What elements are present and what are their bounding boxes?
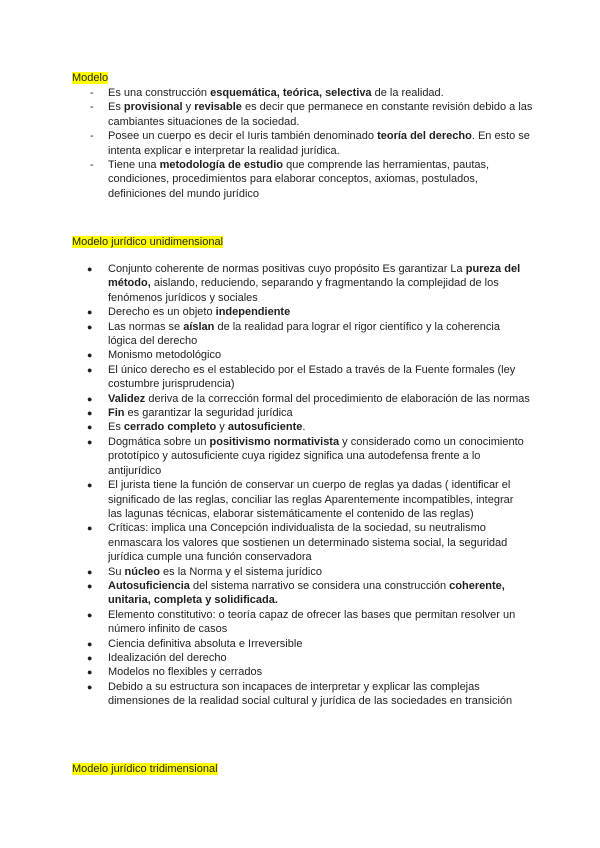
- list-item: [87, 521, 530, 564]
- list-item: [87, 305, 530, 319]
- modelo-dash-list: [90, 86, 538, 201]
- item-text: deriva de la corrección formal del procedimiento de elaboración de las normas: [145, 392, 530, 405]
- item-text: Elemento constitutivo: o teoría capaz de ofrecer las bases que permitan resolver un número infinito de casos: [108, 608, 516, 636]
- item-text: y: [182, 101, 195, 114]
- item-text: .: [302, 421, 306, 434]
- dash-marker: -: [90, 130, 94, 143]
- list-item: [87, 435, 530, 478]
- item-text: Debido a su estructura son incapaces de interpretar y explicar las complejas dimensiones de la realidad social cultural y jurídica de las sociedades en transición: [108, 680, 513, 708]
- list-item: [87, 608, 530, 637]
- section-heading-tridimensional: [72, 762, 218, 776]
- item-text: y: [216, 421, 228, 434]
- item-text: es decir que permanece en constante revisión debido a las cambiantes situaciones de la sociedad.: [108, 101, 533, 128]
- list-item: [87, 579, 530, 608]
- bold-text: esquemática, teórica, selectiva: [210, 87, 372, 99]
- list-item: [87, 651, 530, 665]
- item-text: Ciencia definitiva absoluta e Irreversible: [108, 637, 303, 650]
- bold-text: metodología de estudio: [159, 159, 284, 172]
- item-text: de la realidad.: [371, 87, 444, 99]
- bold-text: aíslan: [183, 320, 215, 333]
- list-item: [87, 665, 530, 679]
- item-text: de la realidad para lograr el rigor científico y la coherencia lógica del derecho: [108, 320, 500, 348]
- bullet-marker: ●: [87, 436, 93, 447]
- item-text: del sistema narrativo se considera una construcción: [189, 579, 450, 592]
- bold-text: núcleo: [124, 565, 160, 578]
- list-item: [87, 406, 530, 420]
- bullet-marker: ●: [87, 652, 93, 663]
- bold-text: revisable: [194, 101, 242, 114]
- list-item: [87, 565, 530, 579]
- bold-text: positivismo normativista: [209, 435, 340, 448]
- item-text: Es: [108, 421, 124, 434]
- item-text: Conjunto coherente de normas positivas cuyo propósito Es garantizar La: [108, 263, 466, 275]
- item-text: que comprende las herramientas, pautas, condiciones, procedimientos para elaborar conceptos, axiomas, postulados, definiciones del mundo jurídico: [108, 159, 490, 200]
- list-item: [90, 158, 538, 201]
- item-text: Monismo metodológico: [108, 349, 222, 362]
- item-text: Las normas se: [108, 320, 184, 333]
- item-text: es la Norma y el sistema jurídico: [159, 565, 322, 578]
- list-item: [87, 348, 530, 362]
- bold-text: teoría del derecho: [377, 130, 472, 143]
- bullet-marker: ●: [87, 681, 93, 692]
- section-heading-modelo: [72, 71, 108, 85]
- bold-text: cerrado completo: [123, 421, 217, 434]
- item-text: es garantizar la seguridad jurídica: [124, 407, 293, 420]
- item-text: . En esto se intenta explicar e interpretar la realidad jurídica.: [108, 130, 530, 157]
- item-text: El jurista tiene la función de conservar un cuerpo de reglas ya dadas ( identificar el significado de las reglas, conciliar las reglas Aparentemente incompatibles, integrar las lagunas técnicas, elaborar sistemáticamente el contenido de las reglas): [108, 479, 514, 520]
- bold-text: autosuficiente: [227, 421, 303, 434]
- bold-text: Fin: [108, 407, 125, 420]
- bullet-marker: ●: [87, 408, 93, 419]
- item-text: Dogmática sobre un: [108, 435, 210, 448]
- list-item: [87, 363, 530, 392]
- item-text: Posee un cuerpo es decir el Iuris también denominado: [108, 130, 378, 143]
- item-text: Idealización del derecho: [108, 651, 227, 664]
- unidimensional-bullet-list: [87, 262, 530, 709]
- list-item: [87, 320, 530, 349]
- dash-marker: -: [90, 159, 94, 172]
- bold-text: provisional: [123, 101, 183, 114]
- bullet-marker: ●: [87, 580, 93, 591]
- item-text: aislando, reduciendo, separando y fragmentando la complejidad de los fenómenos jurídicos y sociales: [108, 277, 499, 304]
- item-text: Es una construcción: [108, 87, 211, 99]
- list-item: [90, 86, 538, 100]
- item-text: Derecho es un objeto: [108, 306, 216, 319]
- item-text: Es: [108, 101, 124, 114]
- bullet-marker: ●: [87, 523, 93, 534]
- list-item: [87, 420, 530, 434]
- bullet-marker: ●: [87, 609, 93, 620]
- list-item: [87, 478, 530, 521]
- list-item: [87, 680, 530, 709]
- bold-text: pureza del método,: [108, 263, 521, 290]
- section-heading-unidimensional: [72, 235, 223, 249]
- bold-text: Validez: [108, 392, 146, 405]
- list-item: [90, 129, 538, 158]
- bullet-marker: ●: [87, 264, 93, 274]
- bullet-marker: ●: [87, 364, 93, 375]
- bullet-marker: ●: [87, 321, 93, 332]
- dash-marker: -: [90, 101, 94, 114]
- bold-text: Autosuficiencia: [108, 579, 190, 592]
- highlighted-heading-text: Modelo: [72, 72, 109, 84]
- bullet-marker: ●: [87, 480, 93, 491]
- item-text: Críticas: implica una Concepción individualista de la sociedad, su neutralismo enmascara los valores que sostienen un determinado sistema social, la seguridad jurídica cumple una función conservadora: [108, 522, 508, 564]
- list-item: [87, 637, 530, 651]
- item-text: y considerado como un conocimiento prototípico y autosuficiente cuya rigidez significa una autodefensa frente a lo antijurídico: [108, 435, 524, 477]
- item-text: Su: [108, 565, 125, 578]
- bullet-marker: ●: [87, 393, 93, 404]
- bullet-marker: ●: [87, 307, 93, 318]
- highlighted-heading-text: Modelo jurídico tridimensional: [72, 763, 218, 775]
- bullet-marker: ●: [87, 638, 93, 649]
- list-item: [87, 392, 530, 406]
- bullet-marker: ●: [87, 422, 93, 433]
- bullet-marker: ●: [87, 350, 93, 361]
- highlighted-heading-text: Modelo jurídico unidimensional: [72, 236, 224, 248]
- bold-text: independiente: [215, 306, 291, 319]
- item-text: Tiene una: [108, 159, 160, 172]
- dash-marker: -: [90, 87, 94, 99]
- item-text: El único derecho es el establecido por el Estado a través de la Fuente formales (ley costumbre jurisprudencia): [108, 363, 516, 391]
- list-item: [87, 262, 530, 305]
- bullet-marker: ●: [87, 667, 93, 678]
- list-item: [90, 100, 538, 129]
- bullet-marker: ●: [87, 566, 93, 577]
- item-text: Modelos no flexibles y cerrados: [108, 666, 263, 679]
- bold-text: coherente, unitaria, completa y solidificada.: [108, 579, 505, 607]
